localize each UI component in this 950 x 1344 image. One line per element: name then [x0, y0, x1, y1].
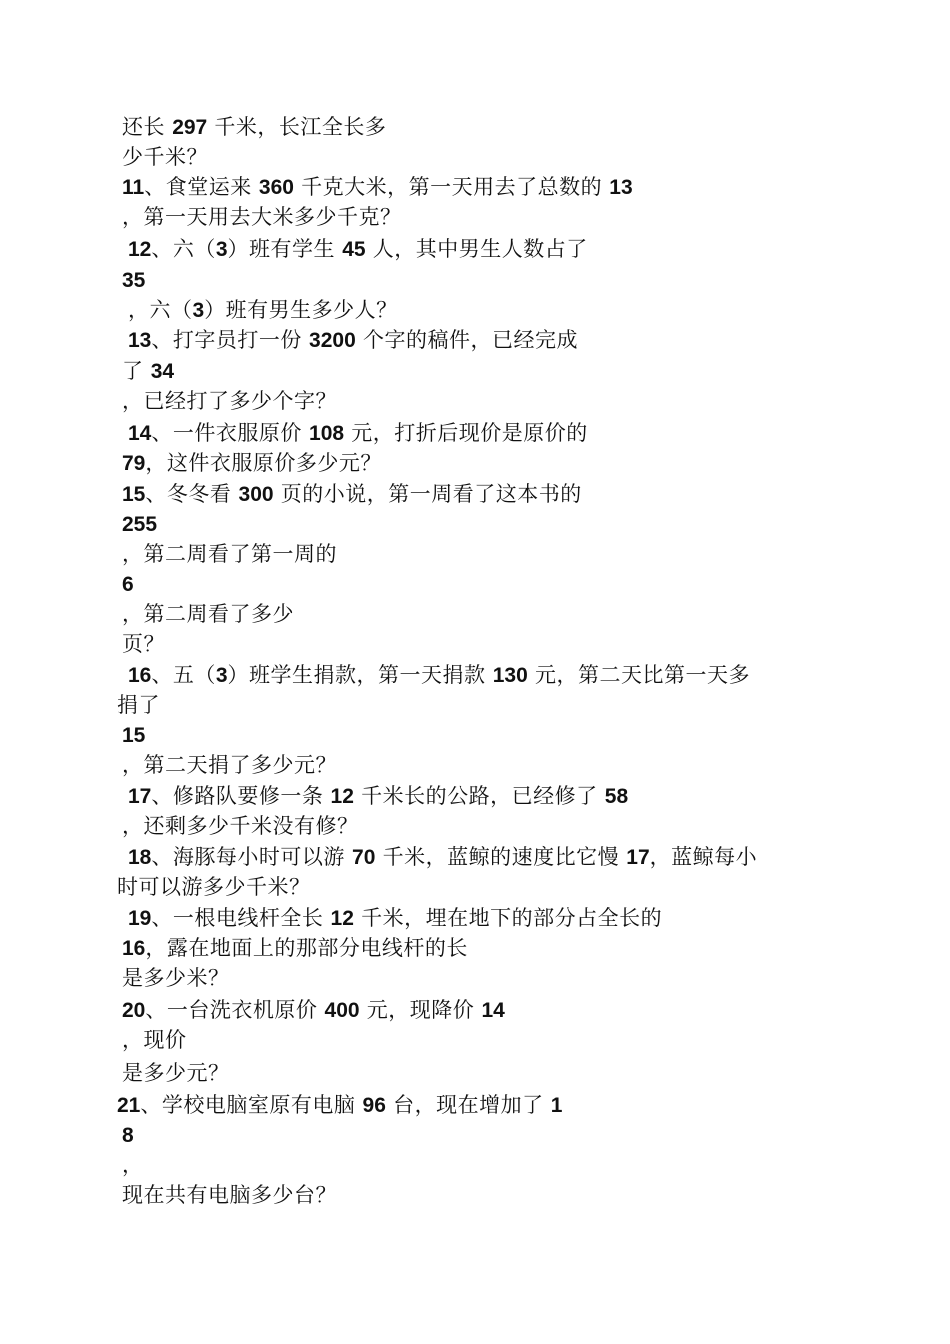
line-text: 千米，长江全长多: [207, 115, 387, 139]
text-line: [128, 325, 578, 355]
line-text: 元，第二天比第一天多: [527, 663, 750, 687]
line-text: 捐了: [117, 693, 160, 717]
number-text: 6: [122, 573, 134, 596]
line-text: 是多少元？: [122, 1061, 230, 1085]
text-line: [122, 599, 294, 629]
text-line: [128, 234, 588, 264]
text-line: [122, 112, 386, 142]
line-text: 、学校电脑室原有电脑: [140, 1093, 363, 1117]
text-line: [128, 660, 750, 690]
number-text: 45: [342, 238, 366, 261]
text-line: [122, 448, 382, 478]
number-text: 12: [330, 785, 354, 808]
line-text: 现在共有电脑多少台？: [122, 1183, 337, 1207]
text-line: [122, 202, 402, 232]
number-text: 17: [626, 846, 650, 869]
line-text: ，第一天用去大米多少千克？: [122, 205, 402, 229]
text-line: [128, 781, 628, 811]
number-text: 297: [172, 116, 208, 139]
number-text: 3: [215, 664, 228, 687]
text-line: [122, 1150, 144, 1180]
number-text: 70: [352, 846, 376, 869]
line-text: 元，打折后现价是原价的: [344, 421, 588, 445]
number-text: 360: [258, 176, 294, 199]
line-text: ，六（: [128, 298, 193, 322]
text-line: [122, 172, 633, 202]
number-text: 14: [481, 999, 505, 1022]
line-text: ，还剩多少千米没有修？: [122, 814, 359, 838]
text-line: [122, 479, 582, 509]
number-text: 108: [309, 422, 345, 445]
line-text: 个字的稿件，已经完成: [355, 328, 578, 352]
line-text: 时可以游多少千米？: [117, 875, 311, 899]
line-text: 还长: [122, 115, 173, 139]
text-line: [128, 295, 398, 325]
number-text: 1: [550, 1094, 563, 1117]
line-text: ，第二周看了第一周的: [122, 542, 337, 566]
line-text: ，露在地面上的那部分电线杆的长: [145, 936, 468, 960]
number-text: 34: [150, 360, 175, 383]
line-text: 、五（: [151, 663, 216, 687]
text-line: [122, 1180, 337, 1210]
number-text: 16: [128, 664, 152, 687]
text-line: [122, 995, 505, 1025]
number-text: 20: [122, 999, 146, 1022]
line-text: ）班学生捐款，第一天捐款: [227, 663, 493, 687]
line-text: 千米，蓝鲸的速度比它慢: [375, 845, 627, 869]
number-text: 300: [238, 483, 274, 506]
number-text: 15: [122, 483, 146, 506]
number-text: 12: [128, 238, 152, 261]
number-text: 15: [122, 724, 146, 747]
number-text: 8: [122, 1124, 134, 1147]
line-text: ，现价: [122, 1028, 187, 1052]
number-text: 3: [192, 299, 205, 322]
text-line: [117, 690, 160, 720]
text-line: [122, 1120, 134, 1150]
number-text: 130: [492, 664, 528, 687]
line-text: 千米，埋在地下的部分占全长的: [353, 906, 663, 930]
text-line: [122, 933, 468, 963]
text-line: [122, 539, 337, 569]
text-line: [128, 418, 588, 448]
text-line: [122, 811, 359, 841]
text-line: [117, 872, 311, 902]
number-text: 3: [215, 238, 228, 261]
line-text: 了: [122, 359, 151, 383]
number-text: 12: [330, 907, 354, 930]
text-line: [128, 842, 757, 872]
line-text: ，第二天捐了多少元？: [122, 753, 337, 777]
line-text: 、六（: [151, 237, 216, 261]
number-text: 13: [609, 176, 633, 199]
text-line: [122, 509, 157, 539]
line-text: 、一件衣服原价: [151, 421, 310, 445]
line-text: 、冬冬看: [145, 482, 239, 506]
number-text: 17: [128, 785, 152, 808]
line-text: 千米长的公路，已经修了: [353, 784, 605, 808]
number-text: 96: [362, 1094, 386, 1117]
number-text: 21: [117, 1094, 141, 1117]
number-text: 19: [128, 907, 152, 930]
line-text: ，第二周看了多少: [122, 602, 294, 626]
line-text: 、一台洗衣机原价: [145, 998, 325, 1022]
number-text: 16: [122, 937, 146, 960]
text-line: [122, 1025, 187, 1055]
line-text: ，已经打了多少个字？: [122, 389, 337, 413]
line-text: 台，现在增加了: [385, 1093, 551, 1117]
text-line: [122, 569, 134, 599]
number-text: 255: [122, 513, 158, 536]
text-line: [122, 265, 145, 295]
text-line: [122, 356, 174, 386]
number-text: 58: [604, 785, 629, 808]
number-text: 18: [128, 846, 152, 869]
text-line: [122, 720, 145, 750]
text-line: [122, 629, 165, 659]
line-text: ，蓝鲸每小: [649, 845, 758, 869]
line-text: 、食堂运来: [144, 175, 259, 199]
text-line: [117, 1090, 562, 1120]
line-text: 少千米？: [122, 145, 208, 169]
line-text: ）班有男生多少人？: [204, 298, 398, 322]
text-line: [122, 142, 208, 172]
line-text: 元，现降价: [359, 998, 482, 1022]
number-text: 3200: [309, 329, 356, 352]
number-text: 13: [128, 329, 152, 352]
line-text: ）班有学生: [227, 237, 343, 261]
line-text: 、海豚每小时可以游: [151, 845, 353, 869]
text-line: [128, 903, 662, 933]
text-line: [122, 386, 337, 416]
number-text: 79: [122, 452, 146, 475]
line-text: 人，其中男生人数占了: [365, 237, 588, 261]
text-line: [122, 750, 337, 780]
line-text: 千克大米，第一天用去了总数的: [293, 175, 610, 199]
line-text: ，: [122, 1153, 144, 1177]
line-text: 、修路队要修一条: [151, 784, 331, 808]
number-text: 11: [122, 176, 145, 199]
line-text: ，这件衣服原价多少元？: [145, 451, 382, 475]
number-text: 14: [128, 422, 152, 445]
number-text: 400: [324, 999, 360, 1022]
line-text: 、打字员打一份: [151, 328, 310, 352]
line-text: 、一根电线杆全长: [151, 906, 331, 930]
line-text: 页？: [122, 632, 165, 656]
number-text: 35: [122, 269, 146, 292]
line-text: 页的小说，第一周看了这本书的: [273, 482, 582, 506]
text-line: [122, 1058, 230, 1088]
text-line: [122, 963, 230, 993]
line-text: 是多少米？: [122, 966, 230, 990]
